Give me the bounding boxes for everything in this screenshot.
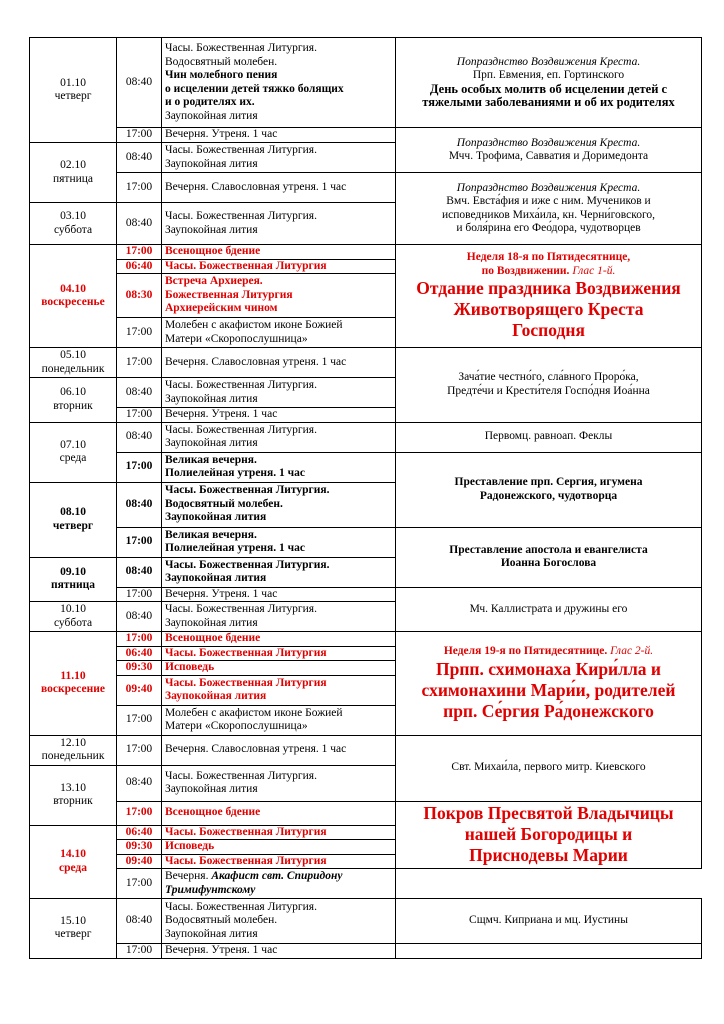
- service-cell: Часы. Божественная Литургия. Водосвятный молебен. Заупокойная лития: [162, 899, 396, 944]
- feast-cell: Преставление прп. Сергия, игумена Радонежского, чудотворца: [396, 452, 702, 527]
- time-cell: 09:40: [117, 675, 162, 705]
- time-cell: 08:40: [117, 203, 162, 245]
- time-cell: 17:00: [117, 705, 162, 735]
- schedule-row: [30, 38, 702, 128]
- service-cell: Вечерня. Утреня. 1 час: [162, 408, 396, 423]
- date-cell: 15.10 четверг: [30, 899, 117, 959]
- feast-cell: Первомц. равноап. Феклы: [396, 422, 702, 452]
- time-cell: 17:00: [117, 452, 162, 482]
- service-cell: Великая вечерня. Полиелейная утреня. 1 час: [162, 452, 396, 482]
- time-cell: 09:40: [117, 854, 162, 869]
- service-cell: Всенощное бдение: [162, 801, 396, 825]
- time-cell: 17:00: [117, 245, 162, 260]
- schedule-row: [30, 801, 702, 825]
- feast-cell: Преставление апостола и евангелиста Иоанна Богослова: [396, 527, 702, 587]
- time-cell: 06:40: [117, 825, 162, 840]
- service-cell: Часы. Божественная Литургия. Водосвятный молебен. Чин молебного пения о исцелении детей тяжко болящих и о родителях их. Заупокойная лития: [162, 38, 396, 128]
- time-cell: 17:00: [117, 527, 162, 557]
- date-cell: 05.10 понедельник: [30, 348, 117, 378]
- date-cell: 01.10 четверг: [30, 38, 117, 143]
- service-cell: Часы. Божественная Литургия. Заупокойная лития: [162, 602, 396, 632]
- service-cell: Вечерня. Славословная утреня. 1 час: [162, 735, 396, 765]
- schedule-row: [30, 587, 702, 602]
- schedule-row: [30, 527, 702, 557]
- feast-cell: Попразднство Воздвижения Креста. Мчч. Трофима, Савватия и Доримедонта: [396, 128, 702, 173]
- time-cell: 17:00: [117, 318, 162, 348]
- date-cell: 02.10 пятница: [30, 143, 117, 203]
- time-cell: 08:40: [117, 422, 162, 452]
- time-cell: 09:30: [117, 840, 162, 855]
- time-cell: 17:00: [117, 944, 162, 959]
- time-cell: 17:00: [117, 869, 162, 899]
- date-cell: 09.10 пятница: [30, 557, 117, 602]
- feast-cell: Попразднство Воздвижения Креста. Вмч. Евста́фия и иже с ним. Мучеников и исповедников Миха́ила, кн. Черни́говского, и боля́рина его Фео́дора, чудотворцев: [396, 173, 702, 245]
- feast-cell: Неделя 18-я по Пятидесятнице, по Воздвижении. Глас 1-й. Отдание праздника Воздвижения Животворящего Креста Господня: [396, 245, 702, 348]
- schedule-row: [30, 245, 702, 260]
- service-cell: Вечерня. Утреня. 1 час: [162, 944, 396, 959]
- schedule-row: [30, 869, 702, 899]
- schedule-table: [29, 37, 702, 959]
- feast-cell: Свт. Михаи́ла, первого митр. Киевского: [396, 735, 702, 801]
- service-cell: Вечерня. Утреня. 1 час: [162, 587, 396, 602]
- date-cell: 10.10 суббота: [30, 602, 117, 632]
- time-cell: 08:40: [117, 143, 162, 173]
- service-cell: Вечерня. Славословная утреня. 1 час: [162, 348, 396, 378]
- feast-cell: Сщмч. Киприана и мц. Иустины: [396, 899, 702, 944]
- feast-cell: Мч. Каллистрата и дружины его: [396, 587, 702, 632]
- service-cell: Часы. Божественная Литургия. Заупокойная лития: [162, 143, 396, 173]
- time-cell: 09:30: [117, 661, 162, 676]
- date-cell: 08.10 четверг: [30, 482, 117, 557]
- time-cell: 08:40: [117, 557, 162, 587]
- feast-cell: Неделя 19-я по Пятидесятнице. Глас 2-й. Прпп. схимонаха Кири́лла и схимонахини Мари́и, родителей прп. Се́ргия Ра́донежского: [396, 632, 702, 736]
- service-cell: Часы. Божественная Литургия. Заупокойная лития: [162, 765, 396, 801]
- time-cell: 08:40: [117, 378, 162, 408]
- date-cell: 06.10 вторник: [30, 378, 117, 423]
- date-cell: 13.10 вторник: [30, 765, 117, 825]
- time-cell: 17:00: [117, 128, 162, 143]
- schedule-row: [30, 944, 702, 959]
- service-cell: Всенощное бдение: [162, 632, 396, 647]
- time-cell: 17:00: [117, 408, 162, 423]
- service-cell: Молебен с акафистом иконе Божией Матери «Скоропослушница»: [162, 705, 396, 735]
- service-cell: Часы. Божественная Литургия. Заупокойная лития: [162, 557, 396, 587]
- date-cell: 12.10 понедельник: [30, 735, 117, 765]
- schedule-row: [30, 422, 702, 452]
- service-cell: Часы. Божественная Литургия: [162, 646, 396, 661]
- time-cell: 08:40: [117, 899, 162, 944]
- service-cell: Часы. Божественная Литургия: [162, 259, 396, 274]
- service-cell: Часы. Божественная Литургия. Заупокойная лития: [162, 422, 396, 452]
- service-cell: Вечерня. Утреня. 1 час: [162, 128, 396, 143]
- service-cell: Часы. Божественная Литургия Заупокойная лития: [162, 675, 396, 705]
- time-cell: 06:40: [117, 646, 162, 661]
- service-cell: Великая вечерня. Полиелейная утреня. 1 час: [162, 527, 396, 557]
- service-cell: Часы. Божественная Литургия: [162, 825, 396, 840]
- schedule-row: [30, 899, 702, 944]
- service-cell: Часы. Божественная Литургия: [162, 854, 396, 869]
- time-cell: 08:40: [117, 38, 162, 128]
- date-cell: 03.10 суббота: [30, 203, 117, 245]
- schedule-row: [30, 128, 702, 143]
- schedule-row: [30, 173, 702, 203]
- time-cell: 08:40: [117, 602, 162, 632]
- service-cell: Часы. Божественная Литургия. Заупокойная лития: [162, 378, 396, 408]
- service-cell: Часы. Божественная Литургия. Заупокойная лития: [162, 203, 396, 245]
- service-cell: Встреча Архиерея. Божественная Литургия Архиерейским чином: [162, 274, 396, 318]
- time-cell: 17:00: [117, 348, 162, 378]
- date-cell: 07.10 среда: [30, 422, 117, 482]
- schedule-row: [30, 348, 702, 378]
- time-cell: 17:00: [117, 587, 162, 602]
- feast-cell: Зача́тие честно́го, сла́вного Проро́ка, Предте́чи и Крести́теля Госпо́дня Иоа́нна: [396, 348, 702, 423]
- feast-cell: [396, 944, 702, 959]
- date-cell: 11.10 воскресение: [30, 632, 117, 736]
- service-cell: Часы. Божественная Литургия. Водосвятный молебен. Заупокойная лития: [162, 482, 396, 527]
- feast-cell: Попразднство Воздвижения Креста. Прп. Евмения, еп. Гортинского День особых молитв об исцелении детей с тяжелыми заболеваниями и об их родителях: [396, 38, 702, 128]
- service-cell: Исповедь: [162, 840, 396, 855]
- time-cell: 17:00: [117, 801, 162, 825]
- time-cell: 08:40: [117, 765, 162, 801]
- date-cell: 14.10 среда: [30, 825, 117, 899]
- service-cell: Вечерня. Славословная утреня. 1 час: [162, 173, 396, 203]
- service-cell: Молебен с акафистом иконе Божией Матери «Скоропослушница»: [162, 318, 396, 348]
- time-cell: 17:00: [117, 735, 162, 765]
- schedule-row: [30, 632, 702, 647]
- service-cell: Всенощное бдение: [162, 245, 396, 260]
- schedule-row: [30, 735, 702, 765]
- service-cell: Исповедь: [162, 661, 396, 676]
- schedule-row: [30, 452, 702, 482]
- time-cell: 06:40: [117, 259, 162, 274]
- time-cell: 08:30: [117, 274, 162, 318]
- time-cell: 08:40: [117, 482, 162, 527]
- date-cell: 04.10 воскресенье: [30, 245, 117, 348]
- time-cell: 17:00: [117, 173, 162, 203]
- feast-cell: Покров Пресвятой Владычицы нашей Богородицы и Приснодевы Марии: [396, 801, 702, 869]
- time-cell: 17:00: [117, 632, 162, 647]
- service-cell: Вечерня. Акафист свт. Спиридону Тримифунтскому: [162, 869, 396, 899]
